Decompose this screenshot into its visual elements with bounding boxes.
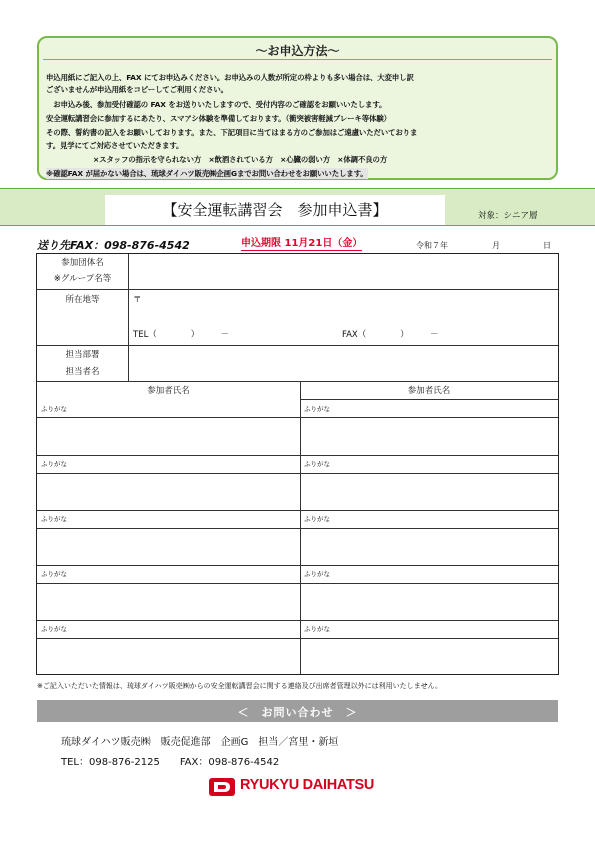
participant-name-field[interactable] — [301, 639, 557, 673]
participant-header-left: 参加者氏名 — [147, 386, 190, 396]
department-label: 担当部署 — [65, 350, 100, 360]
participant-name-field[interactable] — [301, 529, 557, 564]
person-in-charge-label: 担当者名 — [65, 367, 100, 377]
restriction-line: ×スタッフの指示を守られない方 ×飲酒されている方 ×心臓の弱い方 ×体調不良の方 — [93, 155, 388, 164]
furigana-label: ふりがな — [304, 570, 330, 578]
group-name-sublabel: ※グループ名等 — [53, 274, 112, 284]
furigana-label: ふりがな — [41, 405, 67, 413]
form-title: 【安全運転講習会 参加申込書】 — [162, 201, 388, 219]
furigana-label: ふりがな — [304, 460, 330, 468]
participant-header-right: 参加者氏名 — [407, 386, 451, 396]
tel-field[interactable]: TEL（ ） － — [133, 330, 230, 340]
method-line: 安全運転講習会に参加するにあたり、スマアシ体験を準備しております。（衝突被害軽減ブレーキ等体験） — [46, 114, 391, 123]
department-field[interactable] — [129, 346, 557, 380]
participant-name-field[interactable] — [38, 529, 299, 564]
company-logo-text: RYUKYU DAIHATSU — [240, 777, 375, 793]
method-line: ございませんが申込用紙をコピーしてご利用ください。 — [46, 85, 228, 94]
furigana-label: ふりがな — [304, 625, 330, 633]
group-name-label: 参加団体名 — [61, 258, 104, 268]
participant-name-field[interactable] — [38, 474, 299, 509]
send-fax-number: 送り先FAX：098-876-4542 — [37, 239, 190, 252]
group-name-field[interactable] — [129, 255, 557, 289]
method-divider — [43, 59, 552, 60]
date-month: 月 — [492, 241, 500, 250]
contact-department: 琉球ダイハツ販売㈱ 販売促進部 企画G 担当／宮里・新垣 — [61, 737, 339, 748]
furigana-label: ふりがな — [41, 460, 67, 468]
participant-name-field[interactable] — [301, 584, 557, 619]
participant-name-field[interactable] — [38, 584, 299, 619]
date-era: 令和７年 — [416, 241, 448, 250]
address-label: 所在地等 — [65, 295, 100, 305]
target-audience: 対象：シニア層 — [478, 211, 538, 221]
participant-name-field[interactable] — [38, 418, 299, 454]
daihatsu-logo-icon — [209, 778, 235, 796]
contact-phone-fax: TEL：098-876-2125 FAX：098-876-4542 — [61, 757, 280, 768]
participant-name-field[interactable] — [301, 474, 557, 509]
method-line: ※確認FAX が届かない場合は、琉球ダイハツ販売㈱企画Gまでお問い合わせをお願いいたします。 — [46, 169, 368, 178]
contact-heading: ＜ お問い合わせ ＞ — [237, 706, 358, 719]
method-title: ～お申込方法～ — [255, 44, 340, 58]
furigana-label: ふりがな — [41, 515, 67, 523]
furigana-label: ふりがな — [41, 625, 67, 633]
application-form-table — [36, 253, 559, 675]
furigana-label: ふりがな — [41, 570, 67, 578]
participant-name-field[interactable] — [38, 639, 299, 673]
method-line: 申込用紙にご記入の上、FAX にてお申込みください。お申込みの人数が所定の枠よりも多い場合は、大変申し訳 — [46, 73, 414, 82]
method-line: す。見学にてご対応させていただきます。 — [46, 141, 184, 150]
privacy-disclaimer: ※ご記入いただいた情報は、琉球ダイハツ販売㈱からの安全運転講習会に関する連絡及び出席者管理以外には利用いたしません。 — [37, 682, 443, 690]
date-day: 日 — [543, 241, 551, 250]
method-line: お申込み後、参加受付確認の FAX をお送りいたしますので、受付内容のご確認をお願いいたします。 — [46, 100, 387, 109]
method-line: その際、誓約書の記入をお願いしております。また、下記項目に当てはまる方のご参加はご遠慮いただいておりま — [46, 128, 418, 137]
application-method-box — [37, 36, 558, 180]
furigana-label: ふりがな — [304, 405, 330, 413]
fax-field[interactable]: FAX（ ） － — [342, 330, 439, 340]
postal-mark: 〒 — [133, 295, 142, 305]
application-deadline: 申込期限 11月21日（金） — [241, 238, 363, 249]
furigana-label: ふりがな — [304, 515, 330, 523]
participant-name-field[interactable] — [301, 418, 557, 454]
